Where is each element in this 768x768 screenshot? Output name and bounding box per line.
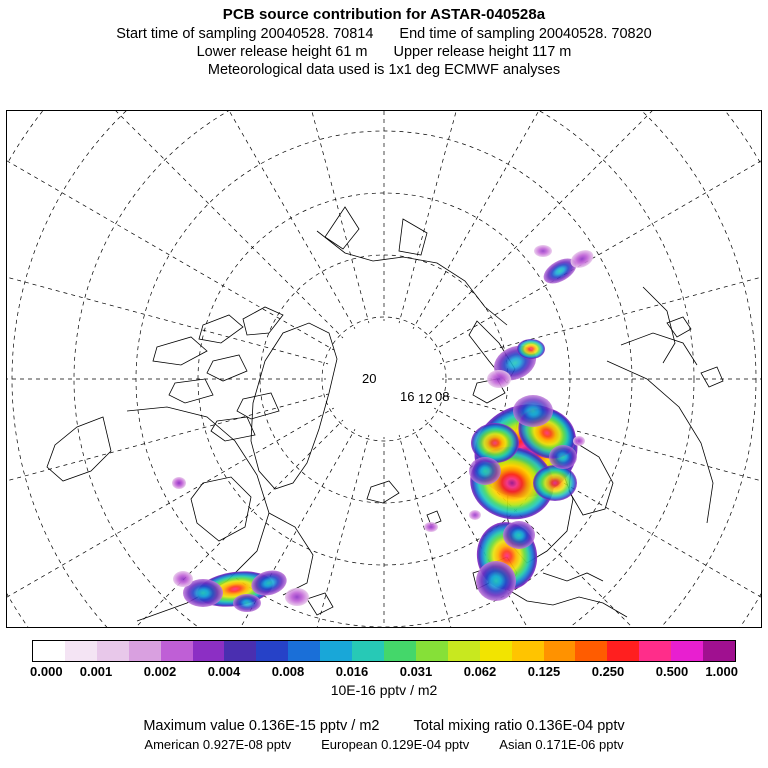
- colorbar-tick: 0.000: [30, 664, 63, 679]
- colorbar-tick: 0.500: [655, 664, 689, 679]
- sampling-times-line: [0, 26, 768, 42]
- end-time-label: End time of sampling 20040528. 70820: [399, 26, 652, 42]
- footer-row-1: [0, 718, 768, 734]
- time-label-12: 12: [418, 391, 433, 406]
- colorbar-tick: 0.062: [463, 664, 497, 679]
- colorbar-swatch: [384, 641, 416, 661]
- met-data-label: Meteorological data used is 1x1 deg ECMWF analyses: [207, 62, 561, 78]
- colorbar-swatch: [544, 641, 576, 661]
- colorbar-swatch: [512, 641, 544, 661]
- european-contribution-label: European 0.129E-04 pptv: [321, 737, 470, 752]
- colorbar-tick-labels: [32, 664, 736, 680]
- colorbar-tick: 0.031: [399, 664, 433, 679]
- colorbar-swatch: [480, 641, 512, 661]
- colorbar-swatch: [288, 641, 320, 661]
- pole-mask: [326, 321, 442, 437]
- colorbar-swatch: [607, 641, 639, 661]
- start-time-label: Start time of sampling 20040528. 70814: [116, 26, 374, 42]
- colorbar-swatch: [639, 641, 671, 661]
- upper-release-height-label: Upper release height 117 m: [393, 44, 572, 60]
- met-data-line: [0, 62, 768, 78]
- colorbar-swatch: [161, 641, 193, 661]
- colorbar-tick: 0.125: [527, 664, 561, 679]
- colorbar-unit-label: 10E-16 pptv / m2: [330, 682, 438, 698]
- figure-header: [0, 0, 768, 78]
- colorbar-swatch: [224, 641, 256, 661]
- footer-row-2: [0, 737, 768, 752]
- colorbar-swatch: [416, 641, 448, 661]
- colorbar-swatch: [65, 641, 97, 661]
- colorbar-swatch: [97, 641, 129, 661]
- colorbar-tick: 0.250: [591, 664, 625, 679]
- colorbar-swatch: [671, 641, 703, 661]
- plume-isolated-west-dot: [172, 477, 186, 489]
- colorbar-tick: 0.001: [79, 664, 113, 679]
- page-title: PCB source contribution for ASTAR-040528a: [222, 6, 546, 23]
- colorbar-tick: 0.004: [207, 664, 241, 679]
- colorbar-swatch: [256, 641, 288, 661]
- asian-contribution-label: Asian 0.171E-06 pptv: [499, 737, 624, 752]
- colorbar-tick: 0.002: [143, 664, 177, 679]
- figure-footer: [0, 718, 768, 752]
- colorbar-swatch: [33, 641, 65, 661]
- time-label-08: 08: [435, 389, 450, 404]
- colorbar-panel: [32, 640, 736, 698]
- map-panel: [6, 110, 762, 628]
- colorbar-swatch: [448, 641, 480, 661]
- colorbar-swatch: [703, 641, 735, 661]
- colorbar: [32, 640, 736, 662]
- lower-release-height-label: Lower release height 61 m: [196, 44, 368, 60]
- release-heights-line: [0, 44, 768, 60]
- american-contribution-label: American 0.927E-08 pptv: [144, 737, 292, 752]
- colorbar-tick: 1.000: [705, 664, 738, 679]
- time-label-16: 16: [400, 389, 415, 404]
- colorbar-swatch: [129, 641, 161, 661]
- colorbar-swatch: [575, 641, 607, 661]
- map-svg: [7, 111, 761, 627]
- colorbar-swatch: [352, 641, 384, 661]
- colorbar-tick: 0.016: [335, 664, 369, 679]
- total-mixing-ratio-label: Total mixing ratio 0.136E-04 pptv: [413, 718, 625, 734]
- colorbar-swatch: [320, 641, 352, 661]
- time-label-20: 20: [362, 371, 377, 386]
- colorbar-tick: 0.008: [271, 664, 305, 679]
- max-value-label: Maximum value 0.136E-15 pptv / m2: [143, 718, 380, 734]
- colorbar-swatch: [193, 641, 225, 661]
